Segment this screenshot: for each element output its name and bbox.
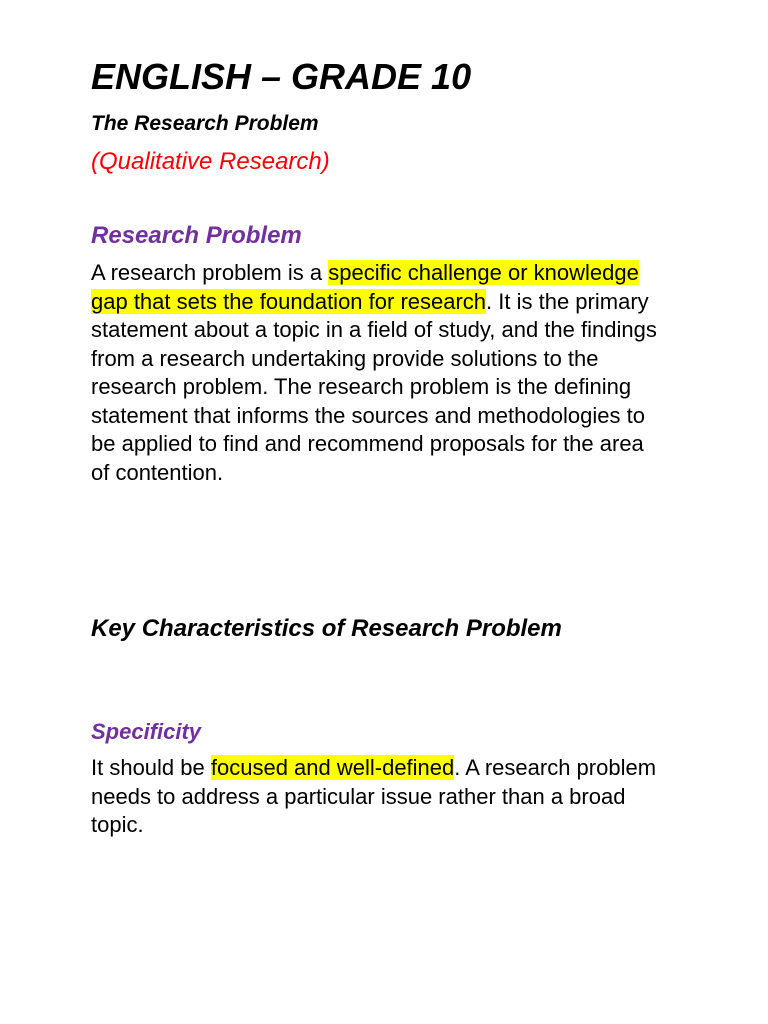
research-problem-highlight: specific challenge or knowledge gap that sets the foundation for research [91, 260, 639, 314]
specificity-text-end: . A research problem needs to address a particular issue rather than a broad topic. [91, 755, 657, 837]
specificity-paragraph [91, 754, 666, 840]
research-problem-text-start: A research problem is a [91, 260, 329, 285]
subtitle-note: (Qualitative Research) [91, 148, 330, 175]
specificity-heading: Specificity [91, 719, 202, 744]
research-problem-text-end: . It is the primary statement about a topic in a field of study, and the findings from a research undertaking provide solutions to the research problem. The research problem is the defining statement that informs the sources and methodologies to be applied to find and recommend proposals for the area of contention. [91, 288, 657, 485]
document-title: ENGLISH – GRADE 10 [91, 56, 472, 97]
research-problem-paragraph [91, 259, 666, 487]
specificity-highlight: focused and well-defined [210, 755, 455, 780]
key-characteristics-heading: Key Characteristics of Research Problem [91, 615, 562, 642]
specificity-text-start: It should be [91, 755, 211, 780]
research-problem-heading: Research Problem [91, 222, 302, 249]
document-subtitle: The Research Problem [91, 112, 319, 135]
